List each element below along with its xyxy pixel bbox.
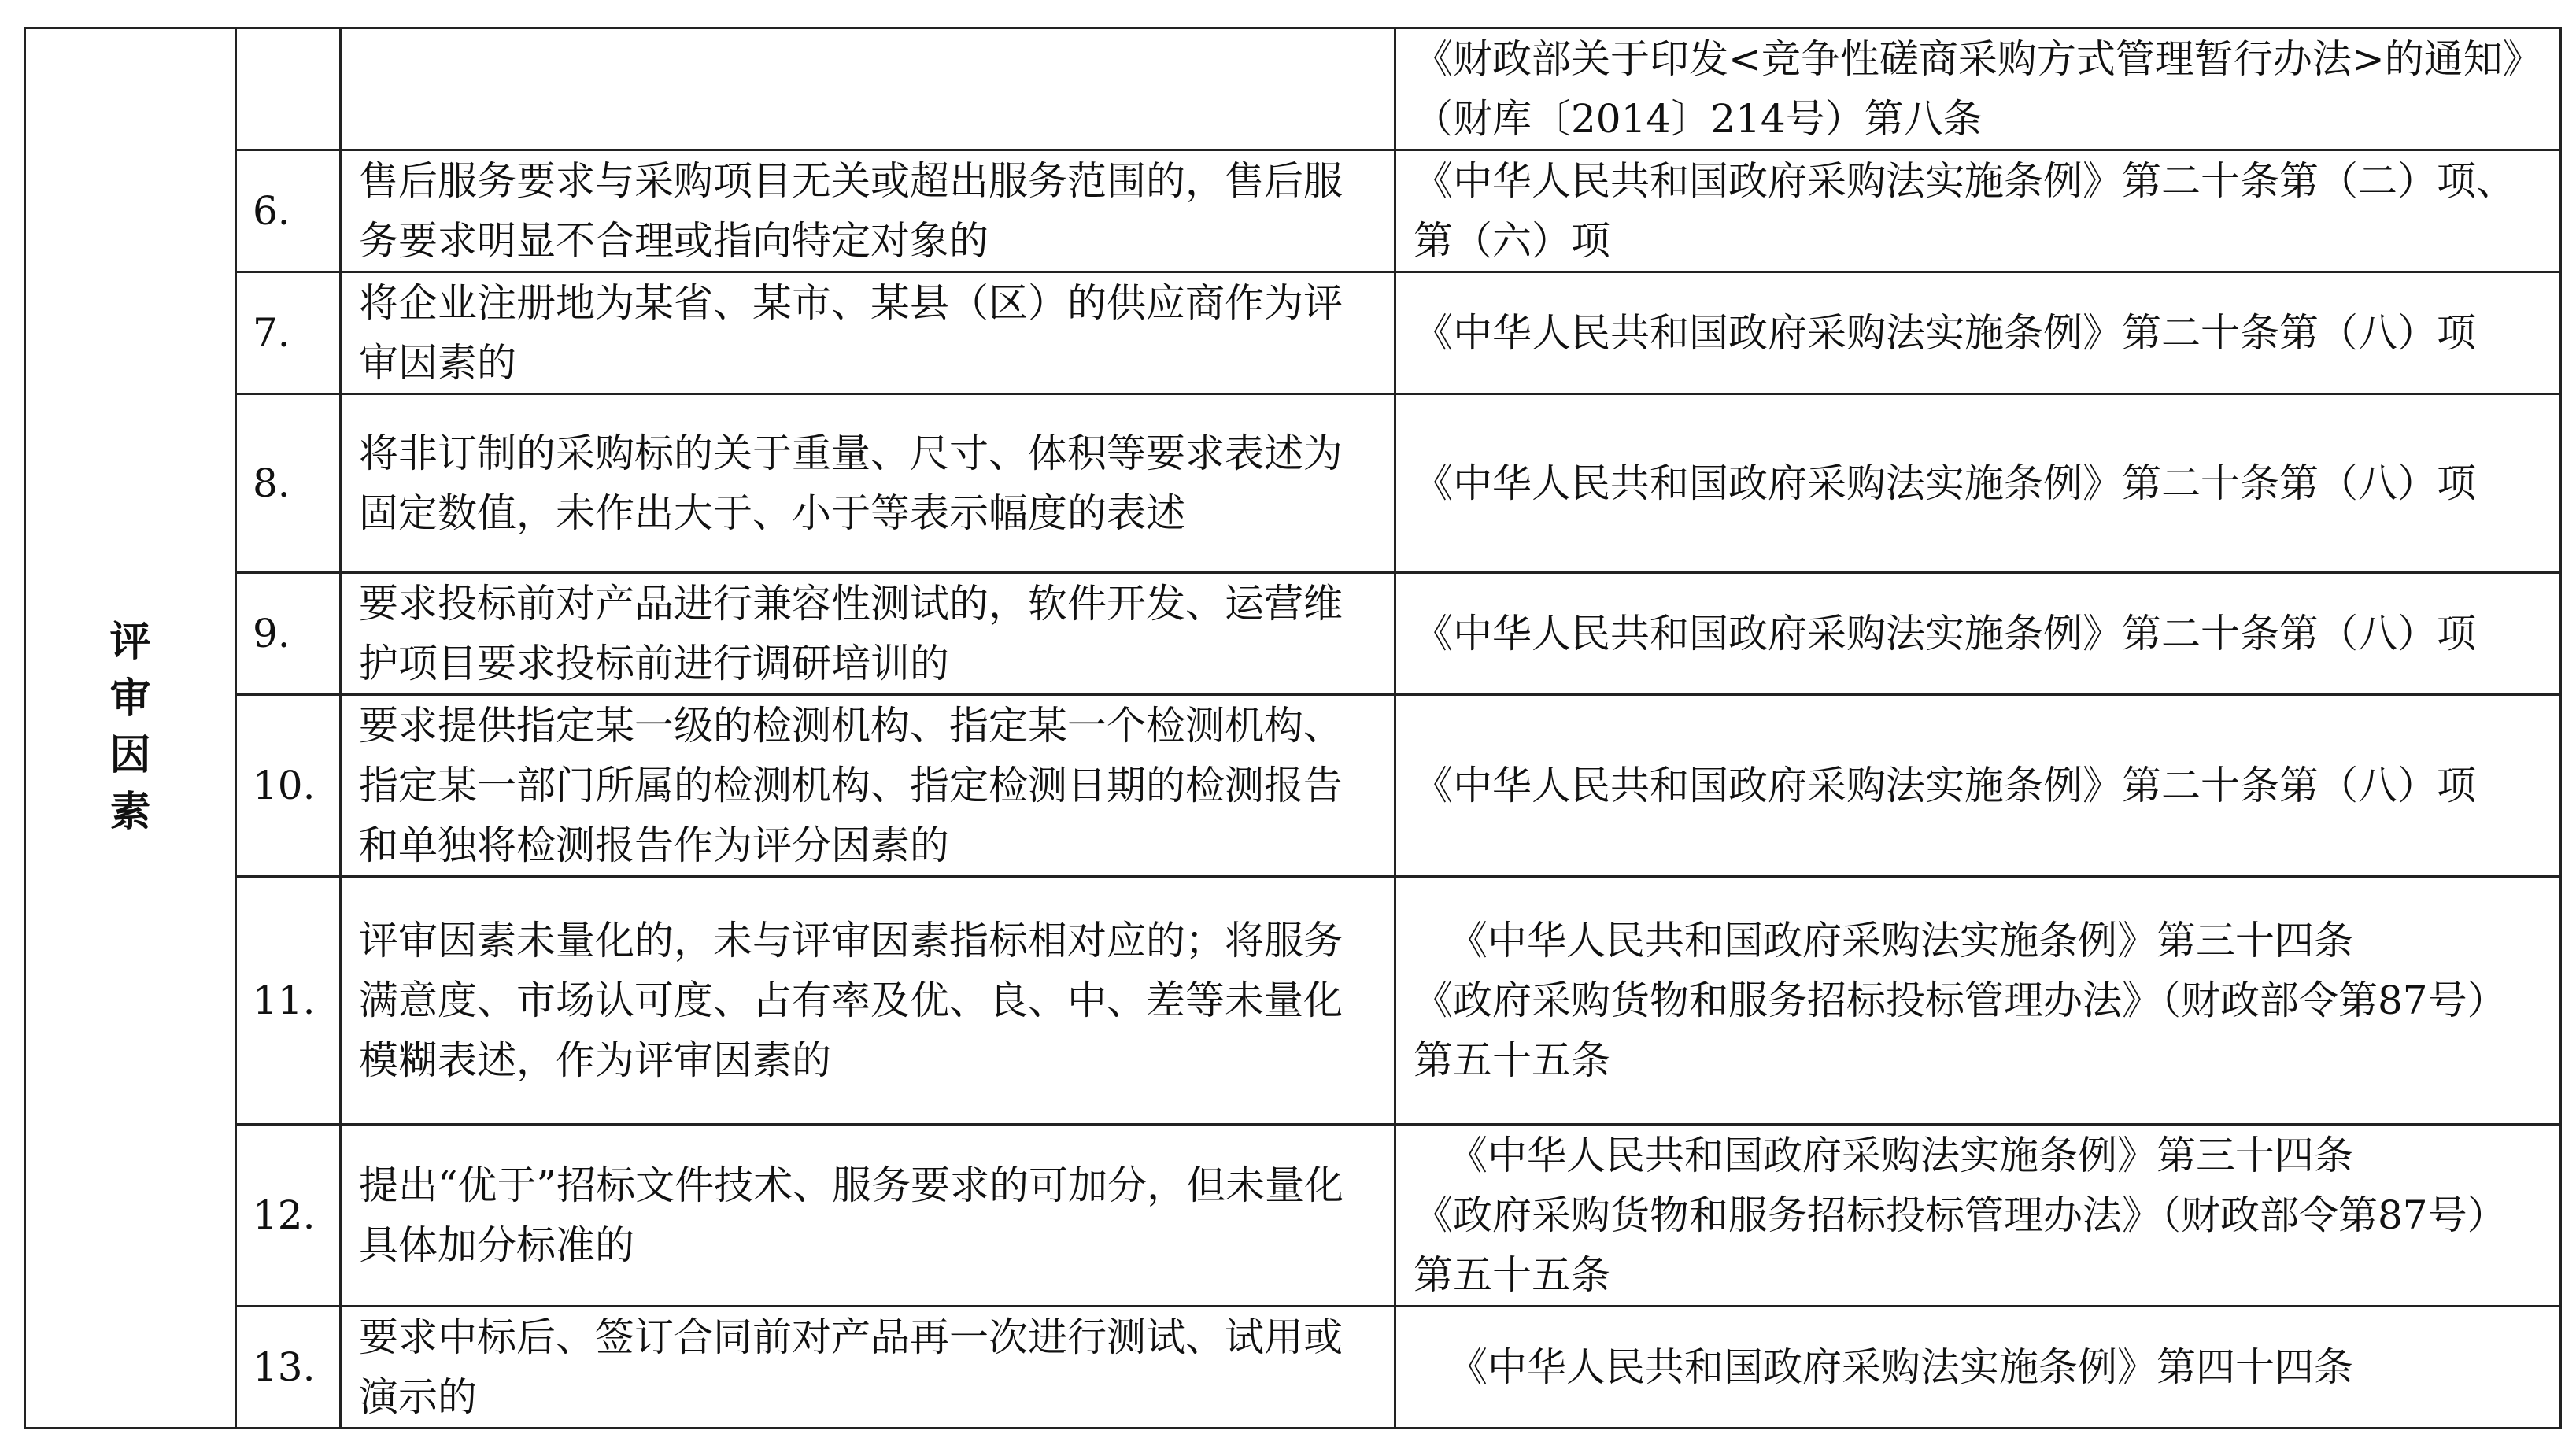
category-label: 评审因素 xyxy=(109,619,151,836)
table-row xyxy=(25,150,2561,272)
requirement-text: 将企业注册地为某省、某市、某县（区）的供应商作为评审因素的 xyxy=(341,272,1395,394)
row-number: 7. xyxy=(236,272,341,394)
row-number: 8. xyxy=(236,394,341,573)
law-reference xyxy=(1395,877,2561,1125)
law-line: 《中华人民共和国政府采购法实施条例》第三十四条 xyxy=(1448,1133,2353,1178)
row-number: 11. xyxy=(236,877,341,1125)
row-number: 13. xyxy=(236,1307,341,1429)
law-reference xyxy=(1395,1125,2561,1307)
law-line: 《中华人民共和国政府采购法实施条例》第二十条第（二）项、第（六）项 xyxy=(1414,158,2515,264)
table-row xyxy=(25,394,2561,573)
law-reference xyxy=(1395,695,2561,877)
law-line: 《中华人民共和国政府采购法实施条例》第二十条第（八）项 xyxy=(1414,310,2476,356)
table-row xyxy=(25,272,2561,394)
category-cell xyxy=(25,28,236,1429)
law-line: 《中华人民共和国政府采购法实施条例》第三十四条 xyxy=(1448,918,2353,963)
requirement-text xyxy=(341,28,1395,150)
law-line: 《政府采购货物和服务招标投标管理办法》（财政部令第87号） 第五十五条 xyxy=(1414,1192,2507,1298)
law-reference xyxy=(1395,150,2561,272)
table-row xyxy=(25,695,2561,877)
requirement-text: 要求投标前对产品进行兼容性测试的，软件开发、运营维护项目要求投标前进行调研培训的 xyxy=(341,573,1395,695)
requirement-text: 评审因素未量化的，未与评审因素指标相对应的；将服务满意度、市场认可度、占有率及优、良、中、差等未量化模糊表述，作为评审因素的 xyxy=(341,877,1395,1125)
table-row xyxy=(25,28,2561,150)
requirement-text: 将非订制的采购标的关于重量、尺寸、体积等要求表述为固定数值，未作出大于、小于等表示幅度的表述 xyxy=(341,394,1395,573)
law-line: 《中华人民共和国政府采购法实施条例》第四十四条 xyxy=(1448,1344,2353,1390)
law-line: 《中华人民共和国政府采购法实施条例》第二十条第（八）项 xyxy=(1414,460,2476,506)
law-line: 《政府采购货物和服务招标投标管理办法》（财政部令第87号） 第五十五条 xyxy=(1414,978,2507,1083)
row-number xyxy=(236,28,341,150)
table-row xyxy=(25,1307,2561,1429)
law-reference xyxy=(1395,272,2561,394)
requirement-text: 提出“优于”招标文件技术、服务要求的可加分，但未量化具体加分标准的 xyxy=(341,1125,1395,1307)
table-row xyxy=(25,573,2561,695)
review-factors-table xyxy=(24,27,2562,1429)
table-row xyxy=(25,1125,2561,1307)
table-row xyxy=(25,877,2561,1125)
row-number: 6. xyxy=(236,150,341,272)
law-reference xyxy=(1395,1307,2561,1429)
requirement-text: 要求提供指定某一级的检测机构、指定某一个检测机构、指定某一部门所属的检测机构、指定检测日期的检测报告和单独将检测报告作为评分因素的 xyxy=(341,695,1395,877)
row-number: 10. xyxy=(236,695,341,877)
requirement-text: 售后服务要求与采购项目无关或超出服务范围的，售后服务要求明显不合理或指向特定对象的 xyxy=(341,150,1395,272)
law-line: 《财政部关于印发<竞争性磋商采购方式管理暂行办法>的通知》（财库〔2014〕214号）第八条 xyxy=(1414,36,2542,142)
row-number: 12. xyxy=(236,1125,341,1307)
law-line: 《中华人民共和国政府采购法实施条例》第二十条第（八）项 xyxy=(1414,763,2476,808)
row-number: 9. xyxy=(236,573,341,695)
law-line: 《中华人民共和国政府采购法实施条例》第二十条第（八）项 xyxy=(1414,611,2476,656)
law-reference xyxy=(1395,394,2561,573)
law-reference xyxy=(1395,28,2561,150)
requirement-text: 要求中标后、签订合同前对产品再一次进行测试、试用或演示的 xyxy=(341,1307,1395,1429)
law-reference xyxy=(1395,573,2561,695)
